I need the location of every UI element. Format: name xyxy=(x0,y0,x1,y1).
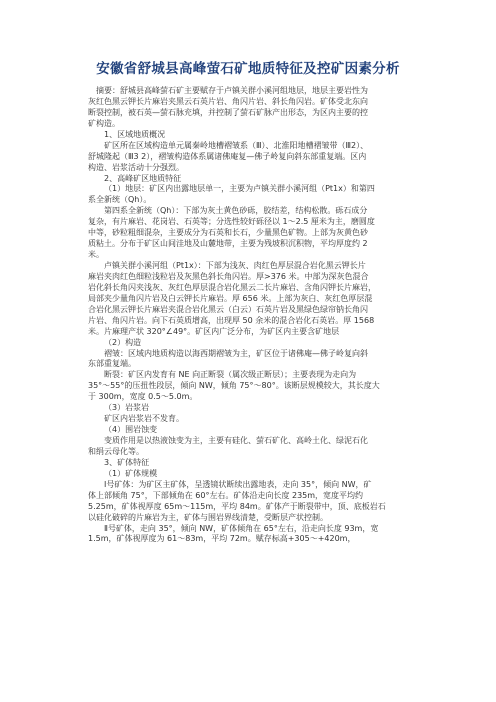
text-line: 卢镇关群小溪河组（Pt1x）：下部为浅灰、肉红色厚层混合岩化黑云钾长片 xyxy=(104,261,366,270)
text-line: 断裂：矿区内发育有 NE 向正断裂（属次级正断层）；主要表现为走向为 xyxy=(104,370,357,380)
text-line: 片岩、角闪片岩。向下石英质增高，出现厚 50 余米的混合岩化石英岩。厚 1568 xyxy=(88,315,375,325)
text-line: 矿区所在区域构造单元属秦岭地槽褶皱系（Ⅲ）、北淮阳地槽褶皱带（Ⅲ2）、 xyxy=(104,140,369,150)
text-line: Ⅱ号矿体，走向 35°，倾向 NW，矿体倾角在 65°左右，沿走向长度 93m，宽 xyxy=(104,523,379,533)
text-line: 2、高峰矿区地质特征 xyxy=(104,173,182,183)
text-line: 米。 xyxy=(88,250,104,260)
text-line: 中等，砂粒粗细混杂，主要成分为石英和长石，少量黑色矿物。上部为灰黄色砂 xyxy=(88,228,368,238)
text-line: 系全新统（Qh）。 xyxy=(88,195,152,205)
text-line: （3）岩浆岩 xyxy=(104,403,150,413)
text-line: 断裂控制，被石英—萤石脉充填，并控制了萤石矿脉产出形态，为区内主要的控 xyxy=(88,107,368,117)
text-line: 合岩化黑云钾长片麻岩夹混合岩化黑云（白云）石英片岩及黑绿色绿帘钠长角闪 xyxy=(88,304,368,314)
text-line: 矿区内岩浆岩不发育。 xyxy=(104,414,184,424)
document-body xyxy=(88,86,408,545)
text-line: 东部重复端。 xyxy=(88,359,136,369)
document-title: 安徽省舒城县高峰萤石矿地质特征及控矿因素分析 xyxy=(96,61,400,77)
text-line: 灰红色黑云钾长片麻岩夹黑云石英片岩、角闪片岩、斜长角闪岩。矿体受北东向 xyxy=(88,96,368,106)
text-line: 米。片麻理产状 320°∠49°。矿区内广泛分布，为矿区内主要含矿地层 xyxy=(88,326,340,336)
text-line: 1、区域地质概况 xyxy=(104,129,166,139)
text-line: 第四系全新统（Qh）：下部为灰土黄色砂砾，胶结差，结构松散。砾石成分 xyxy=(104,206,368,216)
text-line: （4）围岩蚀变 xyxy=(104,425,158,435)
text-line: 麻岩夹肉红色细粒浅粒岩及灰黑色斜长角闪岩。厚>376 米。中部为深灰色混合 xyxy=(88,271,369,281)
text-line: 5.25m，矿体视厚度 65m～115m，平均 84m。矿体产于断裂带中，顶、底板岩石 xyxy=(88,501,386,511)
text-line: 舒城隆起（Ⅲ3 2），褶皱构造体系属诸佛庵复—佛子岭复向斜东部重复端。区内 xyxy=(88,151,367,161)
text-line: 褶皱：区域内地质构造以海西期褶皱为主，矿区位于诸佛庵—佛子岭复向斜 xyxy=(104,348,368,358)
text-line: 体上部倾角 75°，下部倾角在 60°左右。矿体沿走向长度 235m，宽度平均约 xyxy=(88,490,364,500)
text-line: 1.5m，矿体视厚度为 61～83m，平均 72m。赋存标高+305～+420m， xyxy=(88,534,356,544)
text-line: 质粘土。分布于矿区山间洼地及山麓地带，主要为残坡积沉积物，平均厚度约 2 xyxy=(88,239,368,249)
text-line: 岩化斜长角闪夹浅灰、灰红色厚层混合岩化黑云二长片麻岩、含角闪钾长片麻岩， xyxy=(88,282,376,292)
text-line: 矿构造。 xyxy=(88,118,120,128)
text-line: 3、矿体特征 xyxy=(104,457,150,467)
text-line: （1）地层：矿区内出露地层单一，主要为卢镇关群小溪河组（Pt1x）和第四 xyxy=(104,184,375,194)
text-line: 以硅化破碎的片麻岩为主，矿体与围岩界线清楚，受断层产状控制。 xyxy=(88,512,328,522)
text-line: （2）构造 xyxy=(104,337,142,347)
text-line: 变质作用是以热液蚀变为主，主要有硅化、萤石矿化、高岭土化、绿泥石化 xyxy=(104,436,368,445)
text-line: 和绢云母化等。 xyxy=(88,446,144,456)
text-line: Ⅰ号矿体：为矿区主矿体，呈透镜状断续出露地表，走向 35°，倾向 NW，矿 xyxy=(104,479,372,489)
text-line: 35°～55°的压扭性段层，倾向 NW，倾角 75°～80°。该断层规模较大，其长度大 xyxy=(88,381,380,391)
text-line: 复杂，有片麻岩、花岗岩、石英等；分选性较好砾径以 1～2.5 厘米为主，磨圆度 xyxy=(88,217,375,227)
text-line: 于 300m，宽度 0.5～5.0m。 xyxy=(88,392,198,402)
text-line: 局部夹少量角闪片岩及白云钾长片麻岩。厚 656 米。上部为灰白、灰红色厚层混 xyxy=(88,293,373,303)
text-line: （1）矿体规模 xyxy=(104,468,158,478)
text-line: 摘要：舒城县高峰萤石矿主要赋存于卢镇关群小溪河组地层，地层主要岩性为 xyxy=(96,86,368,95)
text-line: 构造、岩浆活动十分强烈。 xyxy=(88,162,184,172)
